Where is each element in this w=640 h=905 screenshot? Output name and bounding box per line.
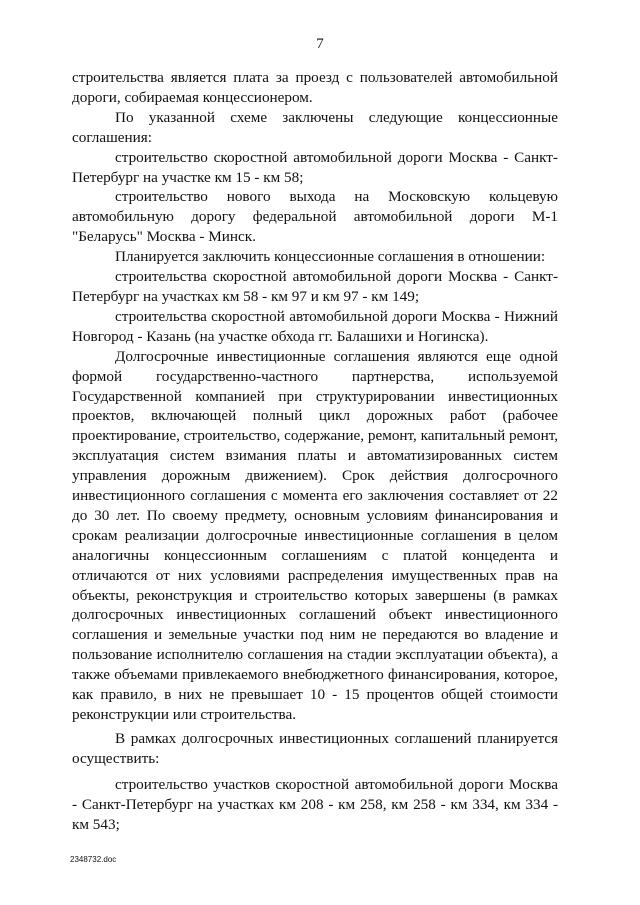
paragraph-planned-long-term: В рамках долгосрочных инвестиционных соглашений планируется осуществить:: [72, 729, 558, 767]
list-item-moscow-spb-km58-149: строительства скоростной автомобильной дороги Москва - Санкт-Петербург на участках км 58 - км 97 и км 97 - км 149;: [72, 268, 558, 305]
list-item-mkad-exit-m1: строительство нового выхода на Московскую кольцевую автомобильную дорогу федеральной автомобильной дороги М-1 "Беларусь" Москва - Минск.: [72, 188, 558, 246]
paragraph-long-term-investment-agreements: Долгосрочные инвестиционные соглашения являются еще одной формой государственно-частного партнерства, используемой Государственной компанией при структурировании инвестиционных проектов, включающей полный цикл дорожных работ (рабочее проектирование, строительство, содержание, ремонт, капитальный ремонт, эксплуатация систем взимания платы и автоматизированных систем управления дорожным движением). Срок действия долгосрочного инвестиционного соглашения с момента его заключения составляет от 22 до 30 лет. По своему предмету, основным условиям финансирования и срокам реализации долгосрочные инвестиционные соглашения в целом аналогичны концессионным соглашениям с платой концедента и отличаются от них условиями распределения имущественных прав на объекты, реконструкция и строительство которых завершены (в рамках долгосрочных инвестиционных соглашений объект инвестиционного соглашения и земельные участки под ним не передаются во владение и пользование исполнителю соглашения на стадии эксплуатации объекта), а также объемами привлекаемого внебюджетного финансирования, которое, как правило, в них не превышает 10 - 15 процентов общей стоимости реконструкции или строительства.: [72, 347, 558, 723]
paragraph-planned-agreements: Планируется заключить концессионные соглашения в отношении:: [115, 248, 546, 266]
document-body: [72, 68, 558, 834]
list-item-moscow-kazan-bypass: строительства скоростной автомобильной дороги Москва - Нижний Новгород - Казань (на участке обхода гг. Балашихи и Ногинска).: [72, 307, 558, 345]
page-number: 7: [316, 36, 324, 52]
list-item-moscow-spb-km15-58: строительство скоростной автомобильной дороги Москва - Санкт-Петербург на участке км 15 - км 58;: [72, 148, 558, 186]
document-file-code: 2348732.doc: [70, 855, 117, 864]
paragraph-concluded-agreements: По указанной схеме заключены следующие концессионные соглашения:: [72, 108, 558, 146]
list-item-moscow-spb-km208-543: строительство участков скоростной автомобильной дороги Москва - Санкт-Петербург на участках км 208 - км 258, км 258 - км 334, км 334 - км 543;: [72, 775, 558, 833]
paragraph-toll-financing: строительства является плата за проезд с пользователей автомобильной дороги, собираемая концессионером.: [72, 69, 558, 106]
